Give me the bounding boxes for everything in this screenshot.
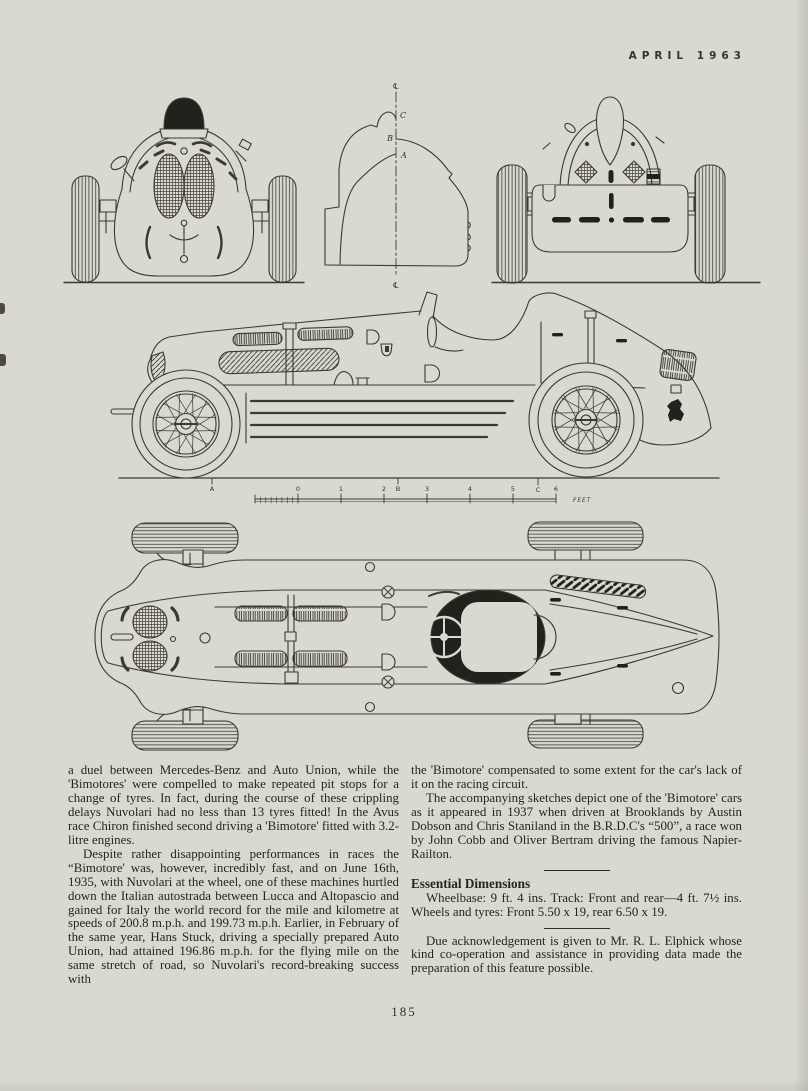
- binding-mark: [0, 354, 6, 366]
- d-vent: [367, 330, 379, 344]
- rear-wheel: [529, 363, 643, 477]
- page-edge-shadow: [794, 0, 808, 1091]
- svg-text:2: 2: [381, 485, 387, 493]
- section-divider: [544, 870, 610, 871]
- grille-plan-top: [133, 606, 167, 638]
- side-vent-band: [219, 348, 340, 374]
- rear-left-tire: [497, 165, 527, 283]
- horse-emblem: [667, 399, 684, 422]
- radiator-grille-left: [154, 154, 184, 218]
- section-divider: [544, 928, 610, 929]
- issue-header: APRIL 1963: [628, 50, 746, 62]
- station-ticks: [212, 478, 538, 485]
- d-vent: [425, 365, 440, 382]
- dimensions-heading: Essential Dimensions: [411, 875, 531, 891]
- rear-right-tire-plan: [528, 720, 643, 748]
- section-label-a: A: [401, 151, 407, 160]
- centerline-symbol-bottom: ℄: [393, 281, 399, 290]
- binding-mark: [0, 303, 5, 314]
- front-right-tire-plan: [132, 721, 238, 750]
- paragraph: Despite rather disappointing performances in races the “Bimotore' was, however, incredibly fast, and on June 16th, 1935, with Nuvolari at the wheel, one of these machines hurtled down the Italian autostrada between Lucca and Altopascio and gained for Italy the world record for the mile and kilometre at speeds of 200.8 m.p.h. and 199.73 m.p.h. Earlier, in February of the same year, Hans Stuck, driving a specially prepared Auto Union, had attained 196.86 m.p.h. for the flying mile on the same stretch of road, so Nuvolari's record-breaking success with: [68, 846, 399, 987]
- paragraph: the 'Bimotore' compensated to some extent for the car's lack of it on the racing circuit.: [411, 763, 742, 791]
- paragraph: The accompanying sketches depict one of the 'Bimotore' cars as it appeared in 1937 when driven at Brooklands by Austin Dobson and Chris Staniland in the B.R.D.C's “500”, a race won by John Cobb and Oliver Bertram driving the famous Napier-Railton.: [411, 790, 742, 861]
- plan-view-drawing: [45, 512, 775, 752]
- seat: [435, 347, 463, 351]
- steering-wheel: [428, 317, 437, 347]
- svg-text:6: 6: [553, 485, 559, 493]
- side-view-drawing: [105, 288, 770, 520]
- scale-unit-label: FEET: [573, 498, 592, 504]
- paragraph: a duel between Mercedes-Benz and Auto Union, while the 'Bimotores' were compelled to make repeated pit stops for a change of tyres. In fact, during the course of these crippling delays Nuvolari had no less than 13 tyres fitted! In the Avus race Chiron finished second driving a 'Bimotore' fitted with 3.2-litre engines.: [68, 763, 399, 847]
- radiator-badge: [181, 148, 187, 154]
- svg-text:3: 3: [424, 485, 430, 493]
- front-left-tire: [72, 176, 99, 282]
- windscreen: [419, 292, 437, 318]
- scoop: [334, 372, 353, 385]
- svg-text:0: 0: [295, 485, 301, 493]
- section-profile-a: [340, 154, 396, 264]
- radiator-grille-right: [184, 154, 214, 218]
- svg-text:1: 1: [338, 485, 344, 493]
- tail-bottom-line: [640, 428, 711, 445]
- svg-text:4: 4: [467, 485, 473, 493]
- exhaust-pipes: [251, 401, 513, 437]
- front-wheel: [132, 370, 240, 478]
- front-left-tire-plan: [132, 523, 238, 553]
- tail-louvres: [659, 349, 697, 381]
- acknowledgement-text: Due acknowledgement is given to Mr. R. L. Elphick whose kind co-operation and assistance in providing data made the preparation of this feature possible.: [411, 933, 742, 976]
- page-bottom-shadow: [0, 1079, 808, 1091]
- section-labels: [386, 111, 407, 160]
- station-labels: [210, 485, 541, 494]
- page-number: 185: [391, 1004, 417, 1019]
- centerline-symbol-top: ℄: [393, 82, 399, 91]
- front-view-drawing: [60, 85, 308, 287]
- rear-right-tire: [695, 165, 725, 283]
- section-label-c: C: [400, 111, 407, 120]
- svg-text:5: 5: [510, 485, 516, 493]
- section-label-b: B: [387, 134, 393, 143]
- station-label-b: B: [395, 485, 401, 493]
- tow-bar-plan: [111, 634, 133, 640]
- dimensions-text: Wheelbase: 9 ft. 4 ins. Track: Front and rear—4 ft. 7½ ins. Wheels and tyres: Front 5.50 x 19, rear 6.50 x 19.: [411, 890, 742, 919]
- body-cross-sections-drawing: [315, 78, 491, 290]
- article-right-column: [411, 764, 742, 976]
- front-right-tire: [269, 176, 296, 282]
- scale-labels: [296, 485, 591, 504]
- rear-view-drawing: [490, 85, 762, 287]
- station-label-a: A: [209, 485, 215, 493]
- rear-left-tire-plan: [528, 522, 643, 550]
- driver-helmet: [164, 98, 204, 129]
- section-profile-c: [325, 112, 396, 265]
- cockpit-coaming: [433, 301, 529, 340]
- scale-bar: [255, 494, 556, 503]
- station-label-c: C: [535, 486, 541, 494]
- grille-plan-bottom: [133, 641, 167, 671]
- article-left-column: [68, 764, 399, 987]
